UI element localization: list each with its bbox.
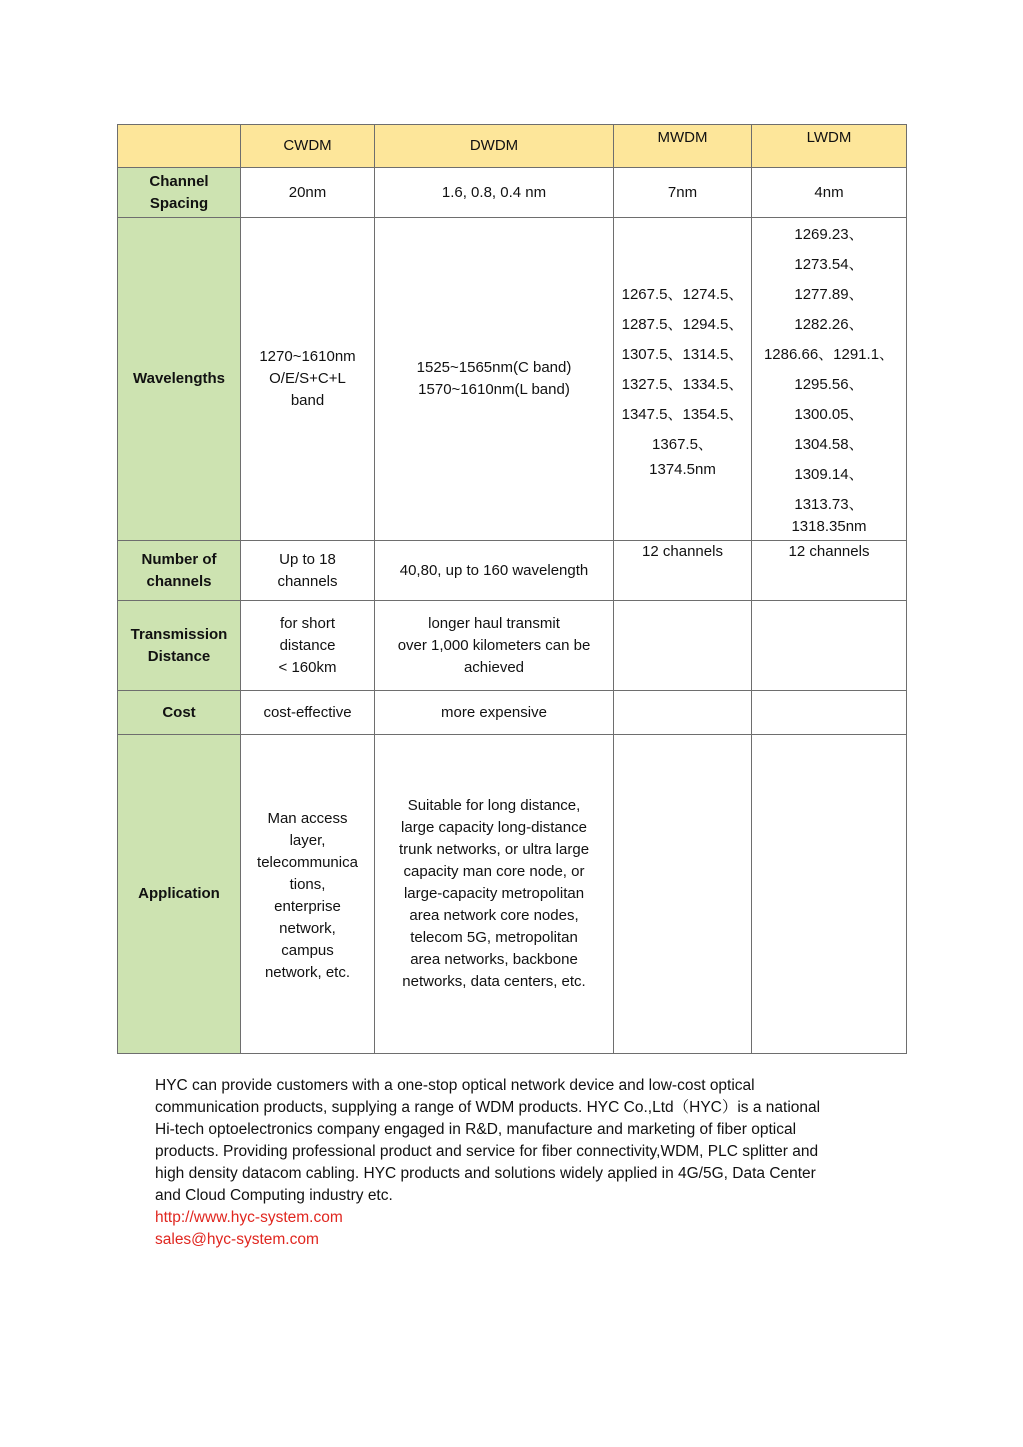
cell-line: large capacity long-distance (401, 819, 587, 836)
cell-line: tions, (289, 876, 326, 893)
cell-dwdm-cost: more expensive (375, 691, 614, 735)
wavelength-line: 1273.54、 (794, 256, 864, 273)
cell-line: 1270~1610nm (259, 348, 356, 365)
cell-line: Man access (267, 810, 348, 827)
row-transmission-distance (118, 601, 907, 691)
row-wavelengths (118, 218, 907, 541)
cell-line: layer, (289, 832, 326, 849)
cell-cwdm-application (241, 735, 375, 1054)
wavelength-line: 1304.58、 (794, 436, 864, 453)
wavelength-line: 1269.23、 (794, 226, 864, 243)
cell-mwdm-channels: 12 channels (614, 541, 752, 601)
cell-dwdm-spacing: 1.6, 0.8, 0.4 nm (375, 168, 614, 218)
description-line: and Cloud Computing industry etc. (155, 1187, 393, 1204)
cell-cwdm-spacing: 20nm (241, 168, 375, 218)
cell-line: networks, data centers, etc. (402, 973, 586, 990)
cell-line: < 160km (278, 658, 337, 676)
row-number-of-channels (118, 541, 907, 601)
cell-dwdm-channels: 40,80, up to 160 wavelength (375, 541, 614, 601)
description-line: communication products, supplying a range of WDM products. HYC Co.,Ltd（HYC）is a national (155, 1099, 821, 1116)
cell-line: Up to 18 (279, 550, 336, 568)
wavelength-line: 1318.35nm (791, 518, 867, 535)
header-cwdm: CWDM (241, 125, 375, 168)
wavelength-line: 1300.05、 (794, 406, 864, 423)
cell-lwdm-spacing: 4nm (752, 168, 907, 218)
row-channel-spacing (118, 168, 907, 218)
cell-lwdm-wavelengths (752, 218, 907, 541)
cell-line: over 1,000 kilometers can be (397, 636, 591, 654)
description-line: products. Providing professional product and service for fiber connectivity,WDM, PLC splitter and (155, 1143, 819, 1160)
cell-mwdm-wavelengths (614, 218, 752, 541)
header-blank (118, 125, 241, 168)
cell-line: area network core nodes, (409, 907, 579, 924)
wavelength-line: 1367.5、 (652, 436, 713, 453)
cell-line: 1525~1565nm(C band) (416, 359, 572, 376)
cell-line: 1570~1610nm(L band) (418, 381, 570, 398)
website-link[interactable]: http://www.hyc-system.com (155, 1209, 343, 1226)
label-line: Transmission (130, 625, 228, 643)
cell-line: network, (279, 920, 336, 937)
cell-lwdm-distance (752, 601, 907, 691)
cell-line: network, etc. (264, 964, 351, 981)
cell-line: achieved (463, 658, 525, 676)
header-dwdm: DWDM (375, 125, 614, 168)
cell-dwdm-distance (375, 601, 614, 691)
cell-line: O/E/S+C+L (269, 370, 346, 387)
label-cost: Cost (118, 691, 241, 735)
description-line: high density datacom cabling. HYC products and solutions widely applied in 4G/5G, Data Center (155, 1165, 816, 1182)
wavelength-line: 1309.14、 (794, 466, 864, 483)
cell-line: trunk networks, or ultra large (398, 841, 590, 858)
wavelength-line: 1295.56、 (794, 376, 864, 393)
row-cost (118, 691, 907, 735)
wavelength-line: 1282.26、 (794, 316, 864, 333)
wdm-comparison-table (117, 124, 907, 1054)
cell-line: enterprise (274, 898, 341, 915)
cell-line: large-capacity metropolitan (403, 885, 585, 902)
label-line: Number of (141, 550, 217, 568)
cell-mwdm-application (614, 735, 752, 1054)
wavelength-line: 1307.5、1314.5、 (621, 346, 744, 363)
cell-line: Suitable for long distance, (407, 797, 581, 814)
row-application (118, 735, 907, 1054)
header-mwdm: MWDM (614, 125, 752, 168)
label-transmission-distance (118, 601, 241, 691)
wavelength-line: 1327.5、1334.5、 (621, 376, 744, 393)
header-lwdm: LWDM (752, 125, 907, 168)
description-line: HYC can provide customers with a one-stop optical network device and low-cost optical (155, 1077, 755, 1094)
cell-mwdm-cost (614, 691, 752, 735)
cell-line: longer haul transmit (428, 614, 560, 632)
wavelength-line: 1267.5、1274.5、 (621, 286, 744, 303)
description-line: Hi-tech optoelectronics company engaged in R&D, manufacture and marketing of fiber optical (155, 1121, 797, 1138)
cell-line: band (290, 392, 325, 409)
label-line: channels (146, 572, 212, 590)
cell-mwdm-distance (614, 601, 752, 691)
cell-cwdm-cost: cost-effective (241, 691, 375, 735)
label-wavelengths: Wavelengths (118, 218, 241, 541)
cell-line: channels (277, 572, 338, 590)
cell-line: distance (279, 636, 336, 654)
cell-dwdm-application (375, 735, 614, 1054)
table-header-row (118, 125, 907, 168)
label-channel-spacing (118, 168, 241, 218)
cell-dwdm-wavelengths (375, 218, 614, 541)
label-line: Channel (149, 172, 209, 190)
cell-line: capacity man core node, or (403, 863, 585, 880)
company-description (155, 1075, 875, 1251)
cell-line: telecom 5G, metropolitan (410, 929, 578, 946)
cell-lwdm-application (752, 735, 907, 1054)
wavelength-line: 1374.5nm (649, 461, 716, 478)
label-line: Distance (147, 647, 211, 665)
cell-line: for short (279, 614, 336, 632)
email-link[interactable]: sales@hyc-system.com (155, 1231, 319, 1248)
wavelength-line: 1277.89、 (794, 286, 864, 303)
cell-line: telecommunica (257, 854, 358, 871)
cell-cwdm-channels (241, 541, 375, 601)
wavelength-line: 1347.5、1354.5、 (621, 406, 744, 423)
wavelength-line: 1287.5、1294.5、 (621, 316, 744, 333)
cell-line: area networks, backbone (410, 951, 578, 968)
cell-mwdm-spacing: 7nm (614, 168, 752, 218)
label-number-of-channels (118, 541, 241, 601)
wavelength-line: 1286.66、1291.1、 (763, 346, 895, 363)
wavelength-line: 1313.73、 (794, 496, 864, 513)
label-line: Spacing (149, 194, 209, 212)
label-application: Application (118, 735, 241, 1054)
cell-cwdm-distance (241, 601, 375, 691)
cell-lwdm-channels: 12 channels (752, 541, 907, 601)
cell-lwdm-cost (752, 691, 907, 735)
cell-cwdm-wavelengths (241, 218, 375, 541)
cell-line: campus (281, 942, 334, 959)
